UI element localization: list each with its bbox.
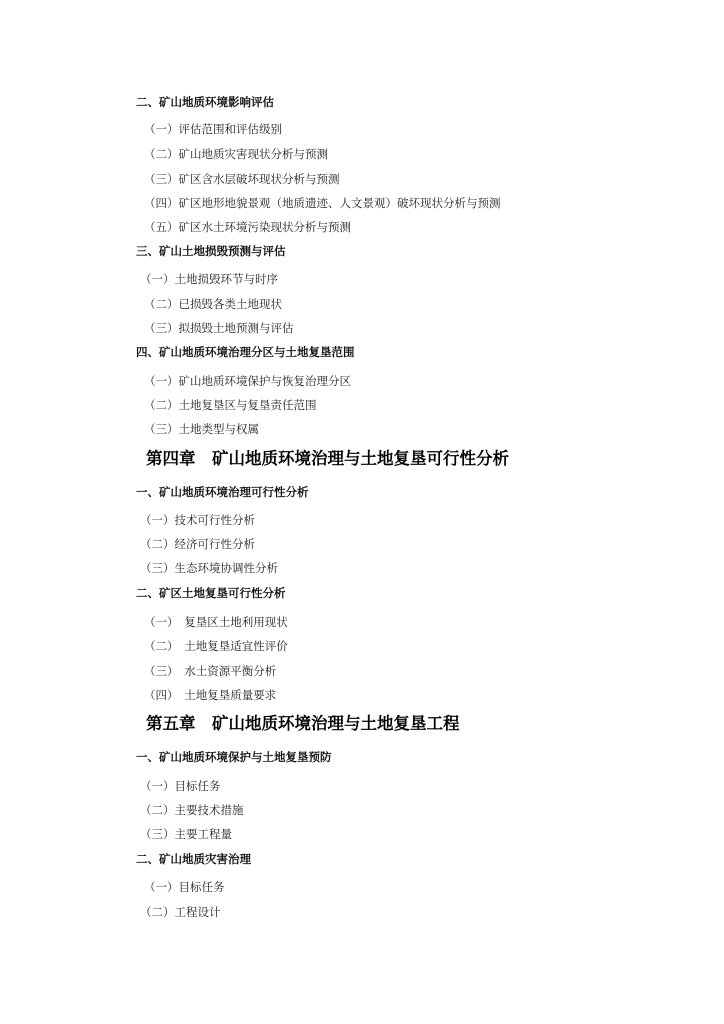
list-item: （一）目标任务: [144, 880, 225, 894]
list-item: （三）拟损毁土地预测与评估: [144, 321, 294, 335]
chapter-title: 第四章 矿山地质环境治理与土地复垦可行性分析: [146, 449, 509, 468]
section-heading: 四、矿山地质环境治理分区与土地复垦范围: [136, 345, 355, 359]
list-item: （一）矿山地质环境保护与恢复治理分区: [144, 374, 351, 388]
list-item: （一） 复垦区土地利用现状: [144, 615, 288, 629]
list-item: （一）土地损毁环节与时序: [140, 272, 278, 286]
list-item: （三）主要工程量: [140, 827, 232, 841]
list-item: （一）技术可行性分析: [140, 513, 255, 527]
list-item: （二）工程设计: [140, 905, 221, 919]
chapter-title: 第五章 矿山地质环境治理与土地复垦工程: [146, 714, 460, 733]
section-heading: 三、矿山土地损毁预测与评估: [136, 244, 286, 258]
list-item: （二）土地复垦区与复垦责任范围: [144, 398, 317, 412]
list-item: （三）生态环境协调性分析: [140, 561, 278, 575]
list-item: （一）目标任务: [140, 779, 221, 793]
list-item: （三）矿区含水层破坏现状分析与预测: [144, 172, 340, 186]
list-item: （二）矿山地质灾害现状分析与预测: [144, 147, 328, 161]
list-item: （二）已损毁各类土地现状: [144, 297, 282, 311]
section-heading: 二、矿区土地复垦可行性分析: [136, 586, 286, 600]
list-item: （二） 土地复垦适宜性评价: [144, 639, 288, 653]
list-item: （一）评估范围和评估级别: [144, 122, 282, 136]
list-item: （四）矿区地形地貌景观（地质遗迹、人文景观）破坏现状分析与预测: [144, 196, 501, 210]
list-item: （四） 土地复垦质量要求: [144, 688, 277, 702]
section-heading: 二、矿山地质环境影响评估: [136, 95, 274, 109]
section-heading: 一、矿山地质环境保护与土地复垦预防: [136, 750, 332, 764]
list-item: （二）经济可行性分析: [140, 537, 255, 551]
list-item: （三）土地类型与权属: [144, 422, 259, 436]
list-item: （三） 水土资源平衡分析: [144, 664, 277, 678]
section-heading: 一、矿山地质环境治理可行性分析: [136, 485, 309, 499]
list-item: （五）矿区水土环境污染现状分析与预测: [144, 220, 351, 234]
list-item: （二）主要技术措施: [140, 803, 244, 817]
section-heading: 二、矿山地质灾害治理: [136, 852, 251, 866]
